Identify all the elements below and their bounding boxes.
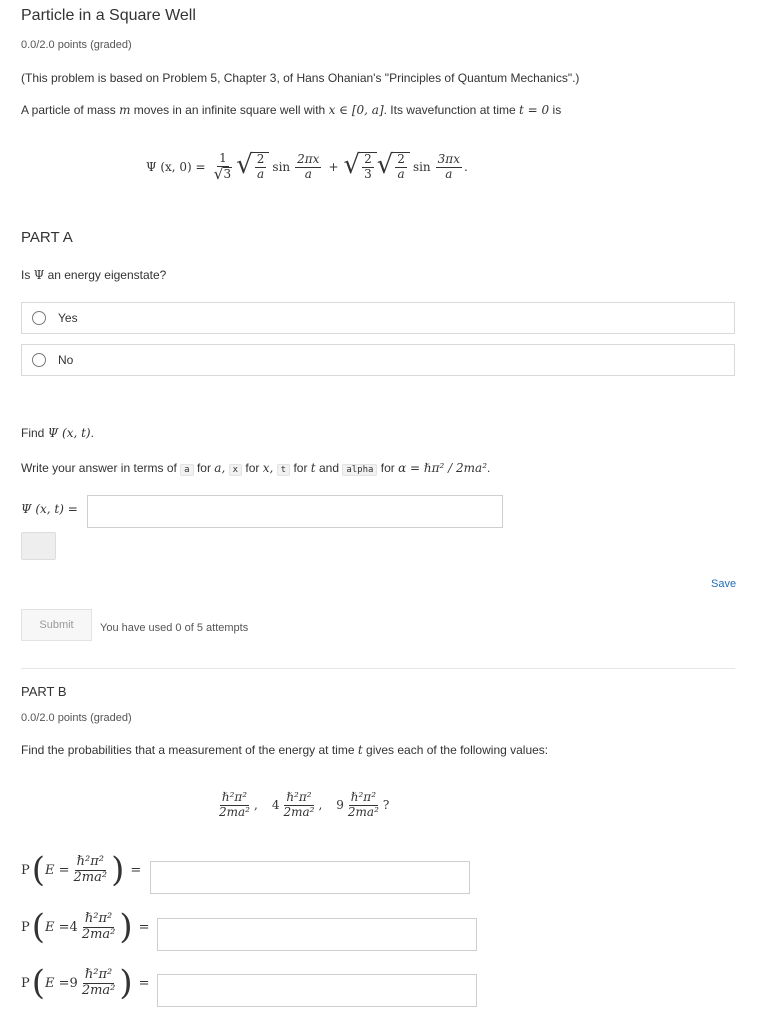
code-t: t bbox=[277, 464, 290, 476]
wf-den-sqrt3: √ 3 bbox=[213, 164, 232, 183]
instr-for: for bbox=[293, 461, 308, 475]
energy-sep: , bbox=[318, 798, 323, 813]
prob-input-3[interactable] bbox=[157, 974, 477, 1007]
math-t: t bbox=[310, 461, 316, 475]
prob-input-1[interactable] bbox=[150, 861, 470, 894]
energy-sep: ? bbox=[382, 798, 390, 813]
prob-eq: = bbox=[130, 862, 142, 878]
radio-button-icon[interactable] bbox=[32, 311, 46, 325]
prob-E: E = bbox=[45, 975, 70, 991]
prob-row-2-label bbox=[21, 907, 150, 947]
section-divider bbox=[21, 668, 735, 669]
code-x: x bbox=[229, 464, 242, 476]
prob-frac: $\frac{\text{ℏ²π²}}{\text{2ma²}}$ bbox=[81, 910, 116, 942]
energy-coef: 4 bbox=[271, 798, 280, 813]
prob-P: P bbox=[21, 975, 30, 991]
sqrt-icon: √ bbox=[213, 164, 224, 183]
save-link[interactable]: Save bbox=[711, 578, 737, 590]
wf-sqrt-2-over-3: √ $\frac{2}{3}$ bbox=[344, 152, 377, 182]
instruction-prefix: Find the probabilities that a measurement of the energy at time bbox=[21, 743, 355, 757]
prob-P: P bbox=[21, 862, 30, 878]
part-b-instruction bbox=[21, 743, 548, 757]
instr-for: for bbox=[380, 461, 395, 475]
intro-suffix: is bbox=[552, 103, 562, 117]
instruction-t: t bbox=[357, 743, 363, 757]
source-note: (This problem is based on Problem 5, Chapter 3, of Hans Ohanian's "Principles of Quantum Mechanics".) bbox=[21, 71, 580, 85]
prob-eq: = bbox=[138, 919, 150, 935]
instr-for: for bbox=[196, 461, 211, 475]
page-title: Particle in a Square Well bbox=[21, 7, 196, 24]
prob-coef: 9 bbox=[69, 975, 78, 991]
submit-button[interactable]: Submit bbox=[21, 609, 92, 641]
find-psi-prompt bbox=[21, 426, 94, 440]
find-suffix: . bbox=[90, 426, 94, 440]
math-x: x, bbox=[262, 461, 274, 475]
question-suffix: an energy eigenstate? bbox=[47, 268, 167, 282]
part-a-question bbox=[21, 268, 166, 282]
intro-time-text: . Its wavefunction at time bbox=[383, 103, 516, 117]
part-b-points: 0.0/2.0 points (graded) bbox=[21, 712, 132, 724]
instr-and: and bbox=[318, 461, 339, 475]
right-paren-icon: ) bbox=[111, 850, 125, 890]
instr-for: for bbox=[245, 461, 260, 475]
attempts-counter: You have used 0 of 5 attempts bbox=[100, 622, 249, 634]
radio-button-icon[interactable] bbox=[32, 353, 46, 367]
answer-instructions bbox=[21, 461, 490, 475]
wf-num-1: 1 bbox=[219, 151, 227, 165]
intro-prefix: A particle of mass bbox=[21, 103, 116, 117]
sqrt-icon: √ bbox=[343, 150, 361, 181]
right-paren-icon: ) bbox=[119, 963, 133, 1003]
find-prefix: Find bbox=[21, 426, 45, 440]
sqrt-icon: √ bbox=[236, 150, 253, 181]
wf-frac-3pix: $\frac{3\pi x}{a}$ bbox=[437, 151, 460, 181]
code-alpha: alpha bbox=[342, 464, 377, 476]
math-preview-box bbox=[21, 532, 56, 560]
wf-sin-2: sin bbox=[412, 160, 431, 175]
energy-frac: $\frac{\text{ℏ²π²}}{\text{2ma²}}$ bbox=[283, 790, 315, 819]
prob-eq: = bbox=[138, 975, 150, 991]
wf-frac-2pix: $\frac{2\pi x}{a}$ bbox=[297, 151, 320, 181]
intro-mass: m bbox=[119, 103, 131, 117]
energy-sep: , bbox=[253, 798, 258, 813]
left-paren-icon: ( bbox=[31, 907, 46, 947]
prob-coef: 4 bbox=[69, 919, 78, 935]
left-paren-icon: ( bbox=[31, 850, 46, 890]
prob-input-2[interactable] bbox=[157, 918, 477, 951]
option-label: No bbox=[58, 353, 74, 367]
energy-frac: $\frac{\text{ℏ²π²}}{\text{2ma²}}$ bbox=[219, 790, 250, 819]
math-a: a, bbox=[214, 461, 226, 475]
question-prefix: Is bbox=[21, 268, 31, 282]
wf-frac-1-sqrt3 bbox=[212, 152, 235, 182]
intro-sentence bbox=[21, 103, 561, 117]
wf-sqrt-2-over-a: √ $\frac{2}{a}$ bbox=[236, 152, 269, 182]
find-expr: Ψ (x, t) bbox=[47, 426, 91, 440]
option-label: Yes bbox=[58, 311, 78, 325]
intro-middle: moves in an infinite square well with bbox=[133, 103, 326, 117]
part-a-heading: PART A bbox=[21, 229, 73, 246]
instr-prefix: Write your answer in terms of bbox=[21, 461, 177, 475]
left-paren-icon: ( bbox=[31, 963, 46, 1003]
intro-domain: x ∈ [0, a] bbox=[328, 103, 384, 117]
energy-coef: 9 bbox=[336, 798, 344, 813]
wf-sin-1: sin bbox=[272, 160, 291, 175]
prob-row-1-label bbox=[21, 850, 142, 890]
prob-frac: $\frac{\text{ℏ²π²}}{\text{2ma²}}$ bbox=[81, 966, 116, 998]
wf-period: . bbox=[463, 160, 468, 175]
wavefunction-equation bbox=[146, 152, 468, 182]
points-label: 0.0/2.0 points (graded) bbox=[21, 39, 132, 51]
prob-E: E = bbox=[45, 862, 70, 878]
option-no[interactable] bbox=[21, 344, 735, 376]
option-yes[interactable] bbox=[21, 302, 735, 334]
prob-row-3-label bbox=[21, 963, 150, 1003]
intro-time: t = 0 bbox=[519, 103, 550, 117]
prob-E: E = bbox=[45, 919, 70, 935]
sqrt-icon: √ bbox=[376, 150, 394, 181]
right-paren-icon: ) bbox=[119, 907, 133, 947]
instr-end: . bbox=[487, 461, 491, 475]
code-a: a bbox=[180, 464, 193, 476]
prob-frac: $\frac{\text{ℏ²π²}}{\text{2ma²}}$ bbox=[73, 853, 108, 885]
instruction-suffix: gives each of the following values: bbox=[366, 743, 549, 757]
energy-frac: $\frac{\text{ℏ²π²}}{\text{2ma²}}$ bbox=[347, 790, 379, 819]
wf-plus: + bbox=[328, 160, 339, 175]
energy-values-list bbox=[215, 791, 389, 820]
prob-P: P bbox=[21, 919, 30, 935]
question-psi: Ψ bbox=[33, 268, 45, 282]
part-b-heading: PART B bbox=[21, 684, 67, 699]
answer-label: Ψ (x, t) = bbox=[21, 502, 78, 516]
alpha-definition: α = ℏπ² / 2ma² bbox=[398, 461, 488, 475]
wf-lhs: Ψ (x, 0) = bbox=[146, 160, 206, 175]
psi-answer-input[interactable] bbox=[87, 495, 503, 528]
wf-sqrt-2-over-a-2: √ $\frac{2}{a}$ bbox=[377, 152, 410, 182]
